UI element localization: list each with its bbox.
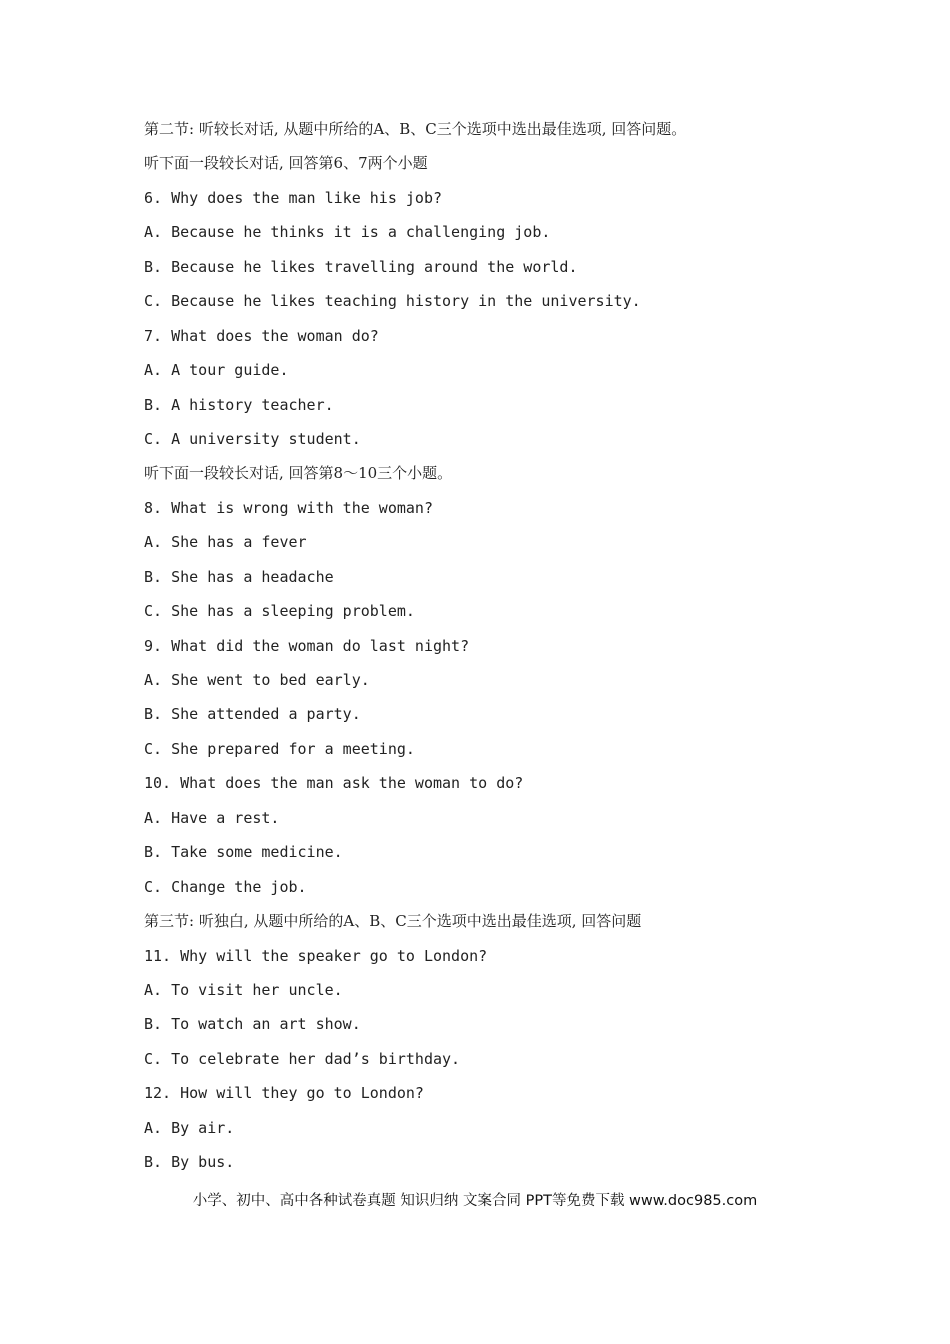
answer-option: C. She prepared for a meeting. — [144, 739, 415, 758]
section-instruction: 第三节: 听独白, 从题中所给的A、B、C三个选项中选出最佳选项, 回答问题 — [144, 912, 642, 931]
question-text: 6. Why does the man like his job? — [144, 188, 443, 207]
answer-option: B. To watch an art show. — [144, 1015, 361, 1034]
answer-option: B. A history teacher. — [144, 395, 334, 414]
answer-option: C. Change the job. — [144, 877, 307, 896]
question-text: 10. What does the man ask the woman to do? — [144, 774, 524, 793]
question-text: 9. What did the woman do last night? — [144, 636, 470, 655]
answer-option: B. By bus. — [144, 1153, 235, 1172]
answer-option: C. A university student. — [144, 429, 361, 448]
question-list — [144, 116, 864, 1184]
answer-option: B. She has a headache — [144, 567, 334, 586]
question-text: 8. What is wrong with the woman? — [144, 498, 433, 517]
answer-option: B. She attended a party. — [144, 705, 361, 724]
answer-option: A. To visit her uncle. — [144, 980, 343, 999]
section-instruction: 听下面一段较长对话, 回答第8～10三个小题。 — [144, 464, 453, 483]
answer-option: A. Because he thinks it is a challenging job. — [144, 223, 551, 242]
question-text: 12. How will they go to London? — [144, 1084, 424, 1103]
question-text: 7. What does the woman do? — [144, 326, 379, 345]
answer-option: A. A tour guide. — [144, 361, 289, 380]
answer-option: A. She has a fever — [144, 533, 307, 552]
answer-option: A. By air. — [144, 1118, 235, 1137]
answer-option: A. She went to bed early. — [144, 671, 370, 689]
answer-option: A. Have a rest. — [144, 808, 280, 827]
answer-option: C. She has a sleeping problem. — [144, 602, 415, 621]
question-text: 11. Why will the speaker go to London? — [144, 946, 488, 965]
answer-option: C. Because he likes teaching history in the university. — [144, 292, 641, 311]
page-footer: 小学、初中、高中各种试卷真题 知识归纳 文案合同 PPT等免费下载 www.doc985.com — [192, 1193, 758, 1209]
answer-option: B. Take some medicine. — [144, 843, 343, 862]
section-instruction: 听下面一段较长对话, 回答第6、7两个小题 — [144, 154, 428, 173]
section-instruction: 第二节: 听较长对话, 从题中所给的A、B、C三个选项中选出最佳选项, 回答问题。 — [144, 120, 687, 138]
answer-option: C. To celebrate her dad’s birthday. — [144, 1049, 461, 1068]
answer-option: B. Because he likes travelling around the world. — [144, 257, 578, 276]
